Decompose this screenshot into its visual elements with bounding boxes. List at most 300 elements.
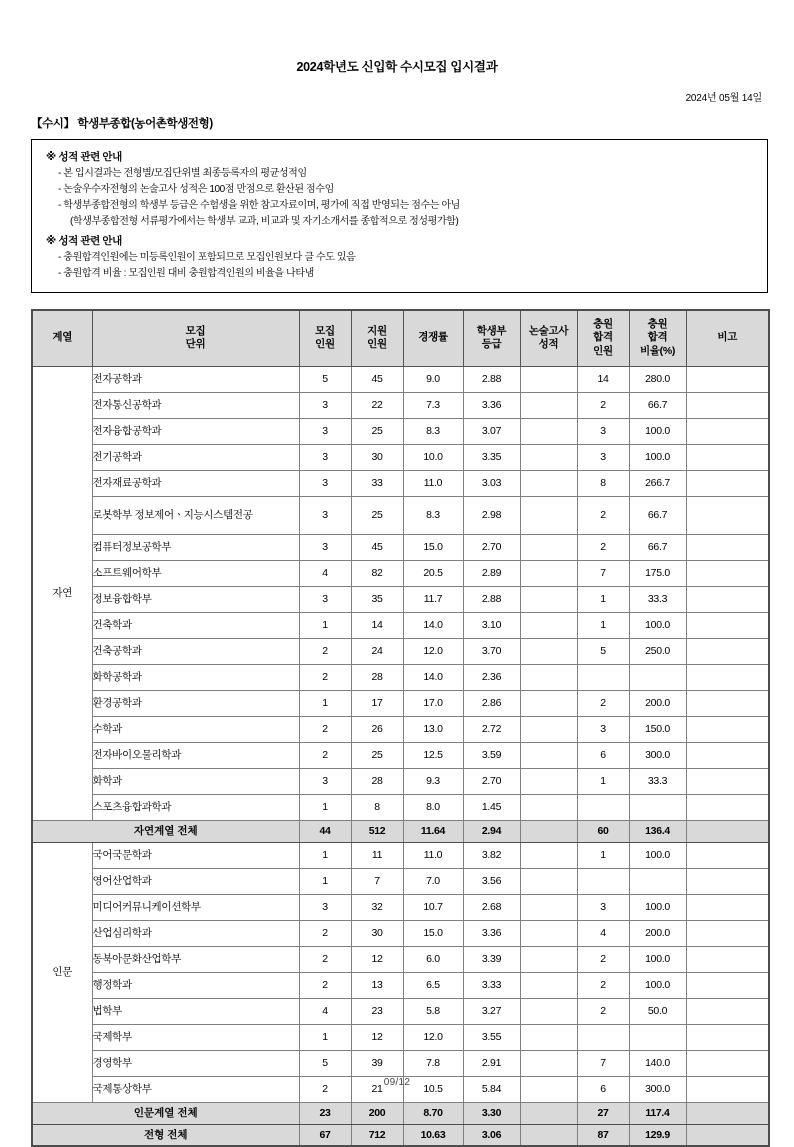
table-row: [32, 794, 769, 820]
cell-unit: 건축공학과: [92, 638, 299, 664]
cell-ratio: 8.3: [403, 418, 463, 444]
table-row: [32, 470, 769, 496]
cell-essay-score: [520, 768, 577, 794]
cell-ratio: 9.0: [403, 366, 463, 392]
cell-fill-ratio: 280.0: [629, 366, 686, 392]
cell-quota: 2: [299, 742, 351, 768]
cell-applicants: 45: [351, 534, 403, 560]
cell-quota: 2: [299, 920, 351, 946]
cell-ratio: 7.8: [403, 1050, 463, 1076]
cell-essay-score: [520, 972, 577, 998]
cell-fill-ratio: [629, 794, 686, 820]
subtotal-ratio: 11.64: [403, 820, 463, 842]
cell-note: [686, 496, 769, 534]
notice-line: - 학생부종합전형의 학생부 등급은 수험생을 위한 참고자료이며, 평가에 직접 반영되는 점수는 아님: [58, 200, 460, 212]
cell-applicants: 24: [351, 638, 403, 664]
cell-grade: 2.68: [463, 894, 520, 920]
document-date: 2024년 05월 14일: [685, 92, 762, 104]
cell-fill-count: 1: [577, 842, 629, 868]
cell-unit: 전기공학과: [92, 444, 299, 470]
cell-unit: 로봇학부 정보제어ㆍ지능시스템전공: [92, 496, 299, 534]
cell-note: [686, 690, 769, 716]
cell-applicants: 30: [351, 444, 403, 470]
cell-note: [686, 586, 769, 612]
cell-unit: 전자공학과: [92, 366, 299, 392]
cell-note: [686, 842, 769, 868]
cell-essay-score: [520, 1050, 577, 1076]
cell-note: [686, 366, 769, 392]
cell-essay-score: [520, 920, 577, 946]
cell-applicants: 12: [351, 1024, 403, 1050]
cell-quota: 3: [299, 894, 351, 920]
cell-quota: 3: [299, 470, 351, 496]
cell-ratio: 12.0: [403, 638, 463, 664]
cell-fill-ratio: 33.3: [629, 586, 686, 612]
cell-fill-count: 2: [577, 690, 629, 716]
page-title: 2024학년도 신입학 수시모집 입시결과: [296, 60, 498, 74]
cell-fill-ratio: 100.0: [629, 946, 686, 972]
cell-applicants: 26: [351, 716, 403, 742]
cell-grade: 3.10: [463, 612, 520, 638]
table-row: [32, 894, 769, 920]
cell-unit: 소프트웨어학부: [92, 560, 299, 586]
cell-applicants: 11: [351, 842, 403, 868]
cell-note: [686, 470, 769, 496]
cell-quota: 1: [299, 868, 351, 894]
subtotal-fill-ratio: 117.4: [629, 1102, 686, 1124]
cell-note: [686, 534, 769, 560]
cell-fill-ratio: 33.3: [629, 768, 686, 794]
cell-ratio: 11.0: [403, 470, 463, 496]
cell-grade: 2.91: [463, 1050, 520, 1076]
cell-note: [686, 716, 769, 742]
cell-quota: 3: [299, 418, 351, 444]
cell-fill-ratio: 300.0: [629, 742, 686, 768]
cell-essay-score: [520, 894, 577, 920]
subtotal-fill-count: 27: [577, 1102, 629, 1124]
cell-fill-count: 2: [577, 946, 629, 972]
cell-quota: 1: [299, 690, 351, 716]
cell-note: [686, 894, 769, 920]
cell-quota: 2: [299, 716, 351, 742]
cell-quota: 5: [299, 366, 351, 392]
subtotal-grade: 3.30: [463, 1102, 520, 1124]
cell-fill-count: 1: [577, 586, 629, 612]
cell-applicants: 28: [351, 768, 403, 794]
cell-quota: 3: [299, 534, 351, 560]
cell-note: [686, 794, 769, 820]
table-row: [32, 560, 769, 586]
cell-fill-ratio: [629, 1024, 686, 1050]
grand-total-applicants: 712: [351, 1124, 403, 1146]
cell-applicants: 45: [351, 366, 403, 392]
cell-fill-count: [577, 868, 629, 894]
table-row: [32, 946, 769, 972]
cell-fill-count: [577, 664, 629, 690]
grand-total-label: 전형 전체: [32, 1124, 299, 1146]
cell-note: [686, 972, 769, 998]
cell-note: [686, 1024, 769, 1050]
cell-applicants: 22: [351, 392, 403, 418]
subtotal-applicants: 512: [351, 820, 403, 842]
cell-essay-score: [520, 742, 577, 768]
cell-fill-count: 7: [577, 560, 629, 586]
notice-line: - 충원합격 비율 : 모집인원 대비 충원합격인원의 비율을 나타냄: [58, 267, 314, 279]
cell-fill-ratio: 266.7: [629, 470, 686, 496]
cell-unit: 법학부: [92, 998, 299, 1024]
cell-note: [686, 868, 769, 894]
cell-ratio: 14.0: [403, 612, 463, 638]
cell-applicants: 28: [351, 664, 403, 690]
cell-fill-count: [577, 1024, 629, 1050]
notice-line: - 충원합격인원에는 미등록인원이 포함되므로 모집인원보다 클 수도 있음: [58, 251, 356, 263]
cell-note: [686, 920, 769, 946]
cell-grade: 2.89: [463, 560, 520, 586]
cell-grade: 3.55: [463, 1024, 520, 1050]
cell-essay-score: [520, 1024, 577, 1050]
cell-fill-count: 7: [577, 1050, 629, 1076]
column-header-fill-count: 충원 합격 인원: [577, 310, 629, 366]
cell-fill-ratio: [629, 868, 686, 894]
cell-note: [686, 392, 769, 418]
cell-ratio: 7.0: [403, 868, 463, 894]
subtotal-note: [686, 1102, 769, 1124]
grand-total-fill-ratio: 129.9: [629, 1124, 686, 1146]
cell-ratio: 5.8: [403, 998, 463, 1024]
cell-fill-count: 3: [577, 418, 629, 444]
subtotal-fill-ratio: 136.4: [629, 820, 686, 842]
cell-applicants: 7: [351, 868, 403, 894]
subtotal-quota: 44: [299, 820, 351, 842]
cell-unit: 화학과: [92, 768, 299, 794]
cell-applicants: 14: [351, 612, 403, 638]
cell-grade: 2.72: [463, 716, 520, 742]
cell-essay-score: [520, 444, 577, 470]
cell-fill-count: 4: [577, 920, 629, 946]
cell-grade: 2.88: [463, 366, 520, 392]
table-row: [32, 768, 769, 794]
cell-applicants: 25: [351, 418, 403, 444]
column-header-series: 계열: [32, 310, 92, 366]
cell-fill-ratio: 100.0: [629, 972, 686, 998]
cell-essay-score: [520, 496, 577, 534]
cell-fill-count: 3: [577, 444, 629, 470]
cell-ratio: 15.0: [403, 534, 463, 560]
cell-quota: 1: [299, 842, 351, 868]
table-row: [32, 638, 769, 664]
table-row: [32, 716, 769, 742]
subtotal-label: 인문계열 전체: [32, 1102, 299, 1124]
cell-unit: 건축학과: [92, 612, 299, 638]
cell-fill-ratio: 175.0: [629, 560, 686, 586]
cell-fill-count: 2: [577, 998, 629, 1024]
cell-fill-ratio: 200.0: [629, 920, 686, 946]
table-row: [32, 1024, 769, 1050]
cell-applicants: 25: [351, 496, 403, 534]
cell-unit: 전자융합공학과: [92, 418, 299, 444]
subtotal-grade: 2.94: [463, 820, 520, 842]
cell-grade: 3.27: [463, 998, 520, 1024]
cell-essay-score: [520, 946, 577, 972]
cell-applicants: 12: [351, 946, 403, 972]
cell-unit: 영어산업학과: [92, 868, 299, 894]
admission-type-heading: 【수시】 학생부종합(농어촌학생전형): [31, 117, 213, 130]
cell-quota: 3: [299, 392, 351, 418]
cell-unit: 행정학과: [92, 972, 299, 998]
cell-quota: 1: [299, 612, 351, 638]
notice-group: [44, 233, 755, 282]
cell-fill-ratio: 100.0: [629, 444, 686, 470]
cell-unit: 미디어커뮤니케이션학부: [92, 894, 299, 920]
cell-fill-count: 6: [577, 742, 629, 768]
cell-grade: 2.70: [463, 534, 520, 560]
cell-fill-ratio: 250.0: [629, 638, 686, 664]
cell-quota: 5: [299, 1050, 351, 1076]
cell-fill-ratio: 140.0: [629, 1050, 686, 1076]
cell-unit: 경영학부: [92, 1050, 299, 1076]
cell-applicants: 30: [351, 920, 403, 946]
cell-fill-count: 3: [577, 716, 629, 742]
cell-note: [686, 560, 769, 586]
cell-ratio: 14.0: [403, 664, 463, 690]
cell-applicants: 39: [351, 1050, 403, 1076]
cell-essay-score: [520, 560, 577, 586]
cell-quota: 1: [299, 1024, 351, 1050]
cell-note: [686, 768, 769, 794]
table-row: [32, 868, 769, 894]
cell-fill-count: 2: [577, 972, 629, 998]
table-row: [32, 920, 769, 946]
table-row: [32, 842, 769, 868]
cell-grade: 3.59: [463, 742, 520, 768]
cell-essay-score: [520, 612, 577, 638]
cell-unit: 전자바이오물리학과: [92, 742, 299, 768]
cell-grade: 2.88: [463, 586, 520, 612]
cell-applicants: 35: [351, 586, 403, 612]
cell-fill-count: 5: [577, 638, 629, 664]
notice-line: - 논술우수자전형의 논술고사 성적은 100점 만점으로 환산된 점수임: [58, 183, 334, 195]
cell-unit: 컴퓨터정보공학부: [92, 534, 299, 560]
cell-fill-ratio: 66.7: [629, 534, 686, 560]
subtotal-label: 자연계열 전체: [32, 820, 299, 842]
cell-ratio: 12.0: [403, 1024, 463, 1050]
cell-grade: 3.36: [463, 392, 520, 418]
cell-applicants: 82: [351, 560, 403, 586]
table-grand-total-row: [32, 1124, 769, 1146]
column-header-fill-ratio: 충원 합격 비율(%): [629, 310, 686, 366]
grand-total-fill-count: 87: [577, 1124, 629, 1146]
cell-ratio: 9.3: [403, 768, 463, 794]
cell-note: [686, 742, 769, 768]
subtotal-quota: 23: [299, 1102, 351, 1124]
cell-quota: 3: [299, 444, 351, 470]
series-label-인문: 인문: [32, 842, 92, 1102]
cell-essay-score: [520, 366, 577, 392]
column-header-essay-score: 논술고사 성적: [520, 310, 577, 366]
cell-grade: 3.70: [463, 638, 520, 664]
cell-fill-ratio: 100.0: [629, 612, 686, 638]
table-row: [32, 972, 769, 998]
cell-fill-ratio: 300.0: [629, 1076, 686, 1102]
cell-essay-score: [520, 664, 577, 690]
cell-note: [686, 664, 769, 690]
admission-results-table: [31, 309, 770, 1147]
cell-grade: 3.07: [463, 418, 520, 444]
table-row: [32, 444, 769, 470]
cell-fill-ratio: 66.7: [629, 392, 686, 418]
cell-quota: 1: [299, 794, 351, 820]
series-label-자연: 자연: [32, 366, 92, 820]
table-row: [32, 366, 769, 392]
table-row: [32, 690, 769, 716]
cell-ratio: 10.7: [403, 894, 463, 920]
cell-ratio: 17.0: [403, 690, 463, 716]
cell-ratio: 20.5: [403, 560, 463, 586]
cell-applicants: 13: [351, 972, 403, 998]
cell-unit: 전자통신공학과: [92, 392, 299, 418]
cell-fill-ratio: 200.0: [629, 690, 686, 716]
cell-applicants: 8: [351, 794, 403, 820]
cell-unit: 환경공학과: [92, 690, 299, 716]
subtotal-note: [686, 820, 769, 842]
cell-grade: 2.98: [463, 496, 520, 534]
cell-note: [686, 998, 769, 1024]
cell-essay-score: [520, 392, 577, 418]
cell-note: [686, 638, 769, 664]
notice-heading: ※ 성적 관련 안내: [46, 151, 122, 164]
cell-fill-ratio: 100.0: [629, 894, 686, 920]
table-row: [32, 534, 769, 560]
cell-essay-score: [520, 794, 577, 820]
column-header-grade: 학생부 등급: [463, 310, 520, 366]
cell-quota: 4: [299, 560, 351, 586]
cell-grade: 1.45: [463, 794, 520, 820]
cell-ratio: 7.3: [403, 392, 463, 418]
cell-essay-score: [520, 690, 577, 716]
cell-unit: 화학공학과: [92, 664, 299, 690]
cell-ratio: 10.0: [403, 444, 463, 470]
grand-total-ratio: 10.63: [403, 1124, 463, 1146]
cell-quota: 2: [299, 972, 351, 998]
column-header-note: 비고: [686, 310, 769, 366]
cell-fill-count: 8: [577, 470, 629, 496]
cell-grade: 3.82: [463, 842, 520, 868]
table-subtotal-row: [32, 1102, 769, 1124]
table-row: [32, 998, 769, 1024]
cell-essay-score: [520, 716, 577, 742]
table-row: [32, 612, 769, 638]
cell-unit: 전자재료공학과: [92, 470, 299, 496]
cell-applicants: 33: [351, 470, 403, 496]
cell-fill-ratio: [629, 664, 686, 690]
table-row: [32, 742, 769, 768]
cell-note: [686, 418, 769, 444]
table-header-row: [32, 310, 769, 366]
grand-total-note: [686, 1124, 769, 1146]
cell-grade: 3.03: [463, 470, 520, 496]
cell-grade: 3.36: [463, 920, 520, 946]
cell-applicants: 23: [351, 998, 403, 1024]
cell-essay-score: [520, 998, 577, 1024]
cell-unit: 국제통상학부: [92, 1076, 299, 1102]
table-head: [32, 310, 769, 366]
cell-ratio: 12.5: [403, 742, 463, 768]
cell-fill-ratio: 66.7: [629, 496, 686, 534]
cell-fill-ratio: 50.0: [629, 998, 686, 1024]
cell-ratio: 15.0: [403, 920, 463, 946]
cell-essay-score: [520, 842, 577, 868]
cell-grade: 2.86: [463, 690, 520, 716]
cell-essay-score: [520, 418, 577, 444]
cell-quota: 2: [299, 946, 351, 972]
cell-fill-count: 1: [577, 768, 629, 794]
column-header-applicants: 지원 인원: [351, 310, 403, 366]
cell-quota: 3: [299, 496, 351, 534]
cell-fill-count: 14: [577, 366, 629, 392]
cell-grade: 3.56: [463, 868, 520, 894]
cell-applicants: 25: [351, 742, 403, 768]
cell-essay-score: [520, 868, 577, 894]
results-table-container: [31, 309, 768, 1147]
cell-essay-score: [520, 638, 577, 664]
table-row: [32, 1050, 769, 1076]
notice-group: [44, 149, 755, 230]
subtotal-fill-count: 60: [577, 820, 629, 842]
cell-quota: 3: [299, 586, 351, 612]
cell-quota: 4: [299, 998, 351, 1024]
subtotal-essay-score: [520, 820, 577, 842]
table-body: [32, 366, 769, 1146]
cell-fill-count: 2: [577, 496, 629, 534]
cell-unit: 동북아문화산업학부: [92, 946, 299, 972]
cell-ratio: 11.7: [403, 586, 463, 612]
subtotal-applicants: 200: [351, 1102, 403, 1124]
notice-box: [31, 139, 768, 293]
cell-ratio: 11.0: [403, 842, 463, 868]
table-row: [32, 664, 769, 690]
cell-fill-count: 3: [577, 894, 629, 920]
cell-fill-ratio: 100.0: [629, 418, 686, 444]
subtotal-essay-score: [520, 1102, 577, 1124]
cell-unit: 국어국문학과: [92, 842, 299, 868]
cell-grade: 2.36: [463, 664, 520, 690]
cell-unit: 수학과: [92, 716, 299, 742]
cell-fill-count: 2: [577, 392, 629, 418]
cell-grade: 3.39: [463, 946, 520, 972]
cell-quota: 3: [299, 768, 351, 794]
cell-fill-ratio: 100.0: [629, 842, 686, 868]
table-subtotal-row: [32, 820, 769, 842]
cell-applicants: 32: [351, 894, 403, 920]
cell-grade: 3.35: [463, 444, 520, 470]
cell-note: [686, 612, 769, 638]
cell-ratio: 10.5: [403, 1076, 463, 1102]
table-row: [32, 586, 769, 612]
cell-unit: 산업심리학과: [92, 920, 299, 946]
cell-essay-score: [520, 586, 577, 612]
cell-grade: 2.70: [463, 768, 520, 794]
cell-fill-count: [577, 794, 629, 820]
table-row: [32, 392, 769, 418]
notice-line: (학생부종합전형 서류평가에서는 학생부 교과, 비교과 및 자기소개서를 종합적으로 정성평가함): [70, 216, 459, 228]
column-header-unit: 모집 단위: [92, 310, 299, 366]
grand-total-quota: 67: [299, 1124, 351, 1146]
cell-ratio: 8.3: [403, 496, 463, 534]
table-row: [32, 418, 769, 444]
cell-fill-count: 6: [577, 1076, 629, 1102]
table-row: [32, 496, 769, 534]
grand-total-grade: 3.06: [463, 1124, 520, 1146]
